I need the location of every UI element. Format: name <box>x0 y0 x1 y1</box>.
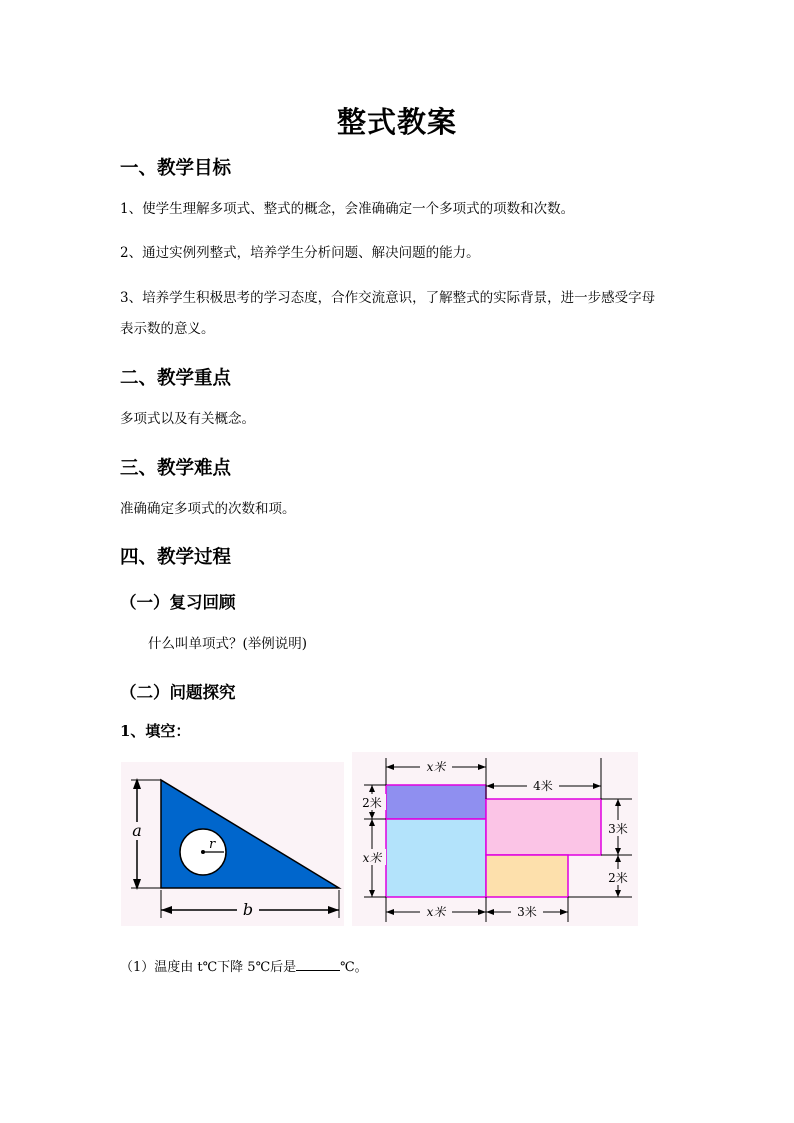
goal-item-3-continued: 表示数的意义。 <box>120 321 215 337</box>
label-a: a <box>132 821 142 840</box>
label-bottom-3: 3米 <box>517 905 537 919</box>
arrow-left-x-top <box>369 819 375 826</box>
label-left-2: 2米 <box>362 796 382 810</box>
arrow-right-3-bottom <box>615 848 621 855</box>
arrow-right-2-bottom <box>615 890 621 897</box>
arrow-right-3-top <box>615 799 621 806</box>
label-right-3: 3米 <box>608 822 628 836</box>
arrow-bottom-x-right <box>478 909 486 915</box>
section-heading-difficulty: 三、教学难点 <box>120 458 232 479</box>
arrow-bottom-x-left <box>386 909 394 915</box>
triangle-figure <box>121 762 344 926</box>
arrow-bottom-3-right <box>560 909 568 915</box>
page-title: 整式教案 <box>336 105 457 139</box>
arrow-top-4-left <box>486 783 494 789</box>
arrow-bottom-3-left <box>486 909 494 915</box>
key-point-text: 多项式以及有关概念。 <box>120 411 255 427</box>
rectangles-figure <box>352 752 638 926</box>
rectangles-figure-svg <box>352 752 638 926</box>
circle-center <box>201 850 205 854</box>
arrow-b-left <box>161 906 172 914</box>
arrow-left-x-bottom <box>369 890 375 897</box>
arrow-top-4-right <box>593 783 601 789</box>
label-right-2: 2米 <box>608 871 628 885</box>
arrow-top-x-left <box>386 764 394 770</box>
section-heading-key-point: 二、教学重点 <box>120 368 232 389</box>
label-top-4: 4米 <box>533 779 553 793</box>
label-top-x: x米 <box>426 760 446 774</box>
subheading-review: （一）复习回顾 <box>120 593 236 612</box>
difficulty-text: 准确确定多项式的次数和项。 <box>120 501 296 517</box>
label-left-x: x米 <box>362 851 382 865</box>
region-pink <box>486 799 601 855</box>
label-bottom-x: x米 <box>426 905 446 919</box>
section-heading-goals: 一、教学目标 <box>120 158 232 179</box>
subheading-explore: （二）问题探究 <box>120 683 236 702</box>
question-1-prefix: （1）温度由 t℃下降 5℃后是 <box>120 960 297 975</box>
answer-blank[interactable] <box>296 958 340 971</box>
question-1 <box>120 956 368 975</box>
arrow-left-2-bottom <box>369 812 375 819</box>
arrow-b-right <box>328 906 339 914</box>
arrow-left-2-top <box>369 785 375 792</box>
question-1-suffix: ℃。 <box>340 960 368 975</box>
fill-heading: 1、填空： <box>120 722 191 740</box>
label-r: r <box>209 837 216 852</box>
arrow-top-x-right <box>478 764 486 770</box>
section-heading-process: 四、教学过程 <box>120 547 232 568</box>
goal-item-3: 3、培养学生积极思考的学习态度，合作交流意识，了解整式的实际背景，进一步感受字母 <box>120 290 656 306</box>
label-b: b <box>242 900 254 919</box>
goal-item-2: 2、通过实例列整式，培养学生分析问题、解决问题的能力。 <box>120 245 480 261</box>
arrow-right-2-top <box>615 855 621 862</box>
review-text: 什么叫单项式？(举例说明) <box>148 636 308 652</box>
region-peach <box>486 855 568 897</box>
goal-item-1: 1、使学生理解多项式、整式的概念，会准确确定一个多项式的项数和次数。 <box>120 201 575 217</box>
triangle-figure-svg <box>121 762 344 926</box>
region-purple <box>386 785 486 819</box>
region-light-blue <box>386 819 486 897</box>
